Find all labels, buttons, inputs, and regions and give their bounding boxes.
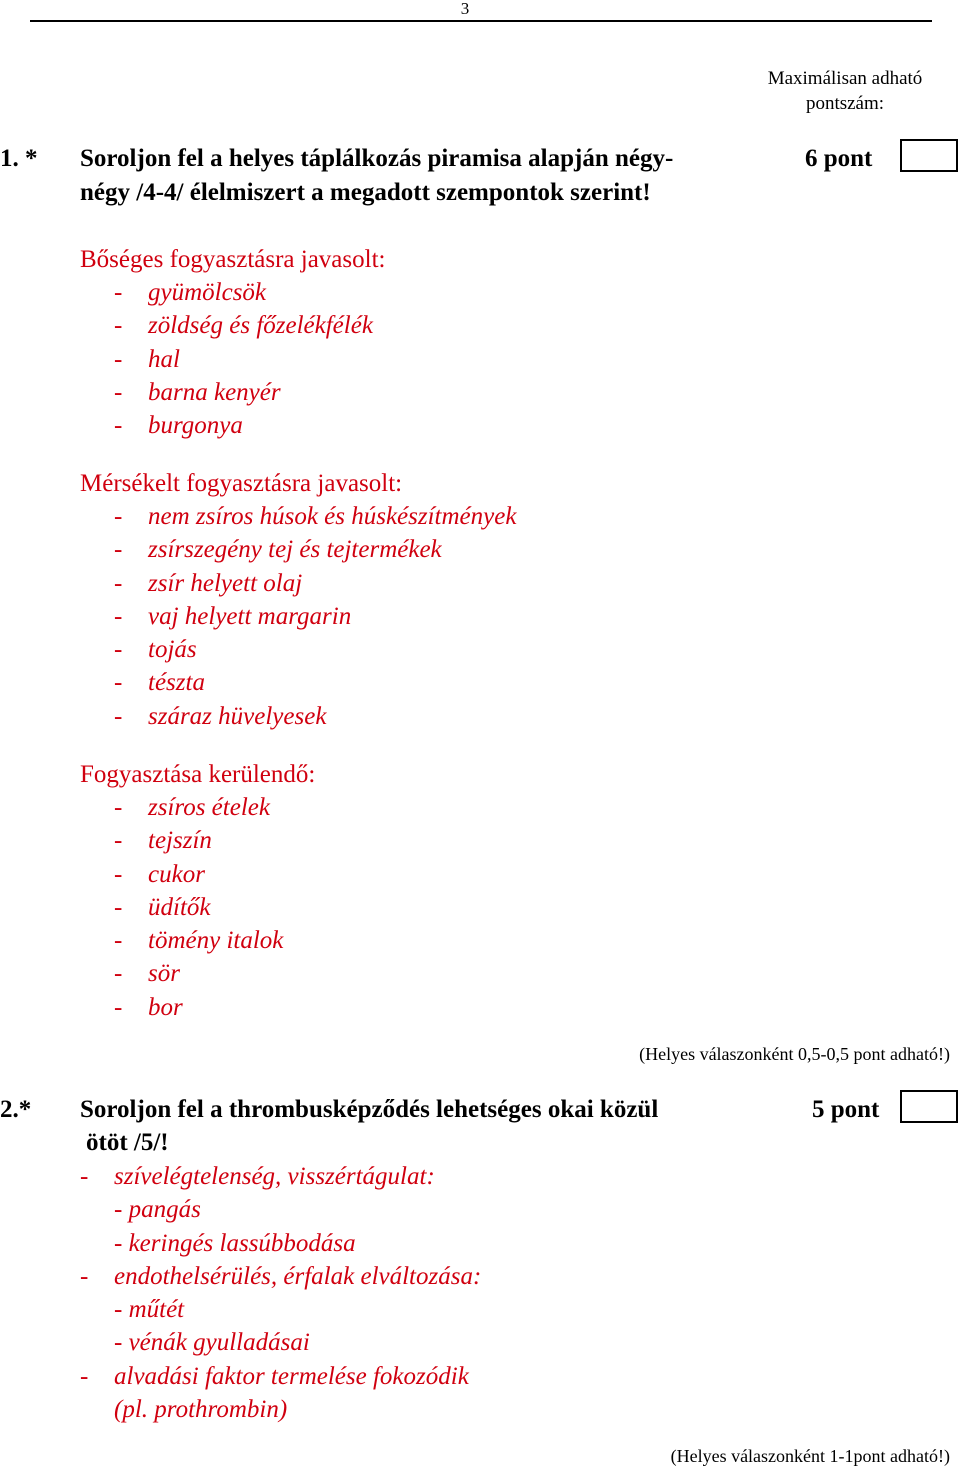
- answer-item: - endothelsérülés, érfalak elváltozása:: [80, 1262, 482, 1290]
- list-item: - nem zsíros húsok és húskészítmények: [114, 503, 517, 530]
- list-item: - üdítők: [114, 893, 211, 921]
- max-points-header: [740, 66, 950, 116]
- q1-group-3: [80, 758, 315, 1024]
- list-item: - gyümölcsök: [114, 279, 267, 306]
- list-item: - zsír helyett olaj: [114, 569, 303, 597]
- group-title: Mérsékelt fogyasztásra javasolt:: [80, 470, 403, 497]
- q1-group-2: [80, 467, 516, 733]
- list-item: - tejszín: [114, 827, 212, 855]
- answer-item: - szívelégtelenség, visszértágulat:: [80, 1163, 435, 1190]
- group-items: [114, 500, 516, 733]
- group-items: [114, 276, 385, 442]
- list-item: - zsírszegény tej és tejtermékek: [114, 536, 442, 564]
- answer-item: - pangás: [114, 1196, 201, 1224]
- list-item: - hal: [114, 345, 180, 373]
- q2-points: 5 pont: [812, 1096, 880, 1123]
- answer-item: - vénák gyulladásai: [114, 1329, 310, 1357]
- header-rule: [30, 20, 932, 22]
- q1-scoring-note: (Helyes válaszonként 0,5-0,5 pont adható!): [639, 1044, 950, 1064]
- q2-number: 2.*: [0, 1096, 32, 1123]
- answer-item: - keringés lassúbbodása: [114, 1229, 356, 1257]
- q2-text-line-1: Soroljon fel a thrombusképződés lehetséges okai közül: [80, 1096, 659, 1123]
- group-items: [114, 791, 315, 1024]
- page-number: 3: [460, 0, 470, 18]
- list-item: - tömény italok: [114, 927, 284, 955]
- q2-score-box[interactable]: [900, 1090, 958, 1123]
- answer-list: [80, 1160, 481, 1426]
- group-title: Fogyasztása kerülendő:: [80, 761, 316, 788]
- q2-scoring-note: (Helyes válaszonként 1-1pont adható!): [670, 1446, 950, 1466]
- q1-text: Soroljon fel a helyes táplálkozás piramisa alapján négy-négy /4-4/ élelmiszert a megadott szempontok szerint!: [80, 145, 674, 206]
- q1-number: 1. *: [0, 145, 38, 172]
- group-title: Bőséges fogyasztásra javasolt:: [80, 246, 386, 273]
- list-item: - sör: [114, 960, 180, 988]
- list-item: - tojás: [114, 636, 197, 664]
- list-item: - barna kenyér: [114, 378, 281, 406]
- answer-item: - műtét: [114, 1296, 185, 1324]
- answer-item: - alvadási faktor termelése fokozódik: [80, 1362, 469, 1390]
- max-points-line-1: Maximálisan adható: [767, 68, 923, 89]
- list-item: - száraz hüvelyesek: [114, 702, 327, 730]
- list-item: - zöldség és főzelékfélék: [114, 312, 373, 340]
- q2-text-line-2: ötöt /5/!: [86, 1129, 169, 1156]
- list-item: - vaj helyett margarin: [114, 602, 352, 630]
- list-item: - burgonya: [114, 412, 243, 440]
- q1-score-box[interactable]: [900, 139, 958, 172]
- list-item: - zsíros ételek: [114, 794, 270, 821]
- list-item: - tészta: [114, 669, 205, 697]
- list-item: - cukor: [114, 860, 205, 888]
- list-item: - bor: [114, 993, 183, 1021]
- answer-item: (pl. prothrombin): [114, 1396, 288, 1424]
- max-points-line-2: pontszám:: [805, 93, 885, 114]
- q1-points: 6 pont: [805, 145, 873, 172]
- q1-group-1: [80, 243, 385, 442]
- q2-answers: [80, 1160, 481, 1426]
